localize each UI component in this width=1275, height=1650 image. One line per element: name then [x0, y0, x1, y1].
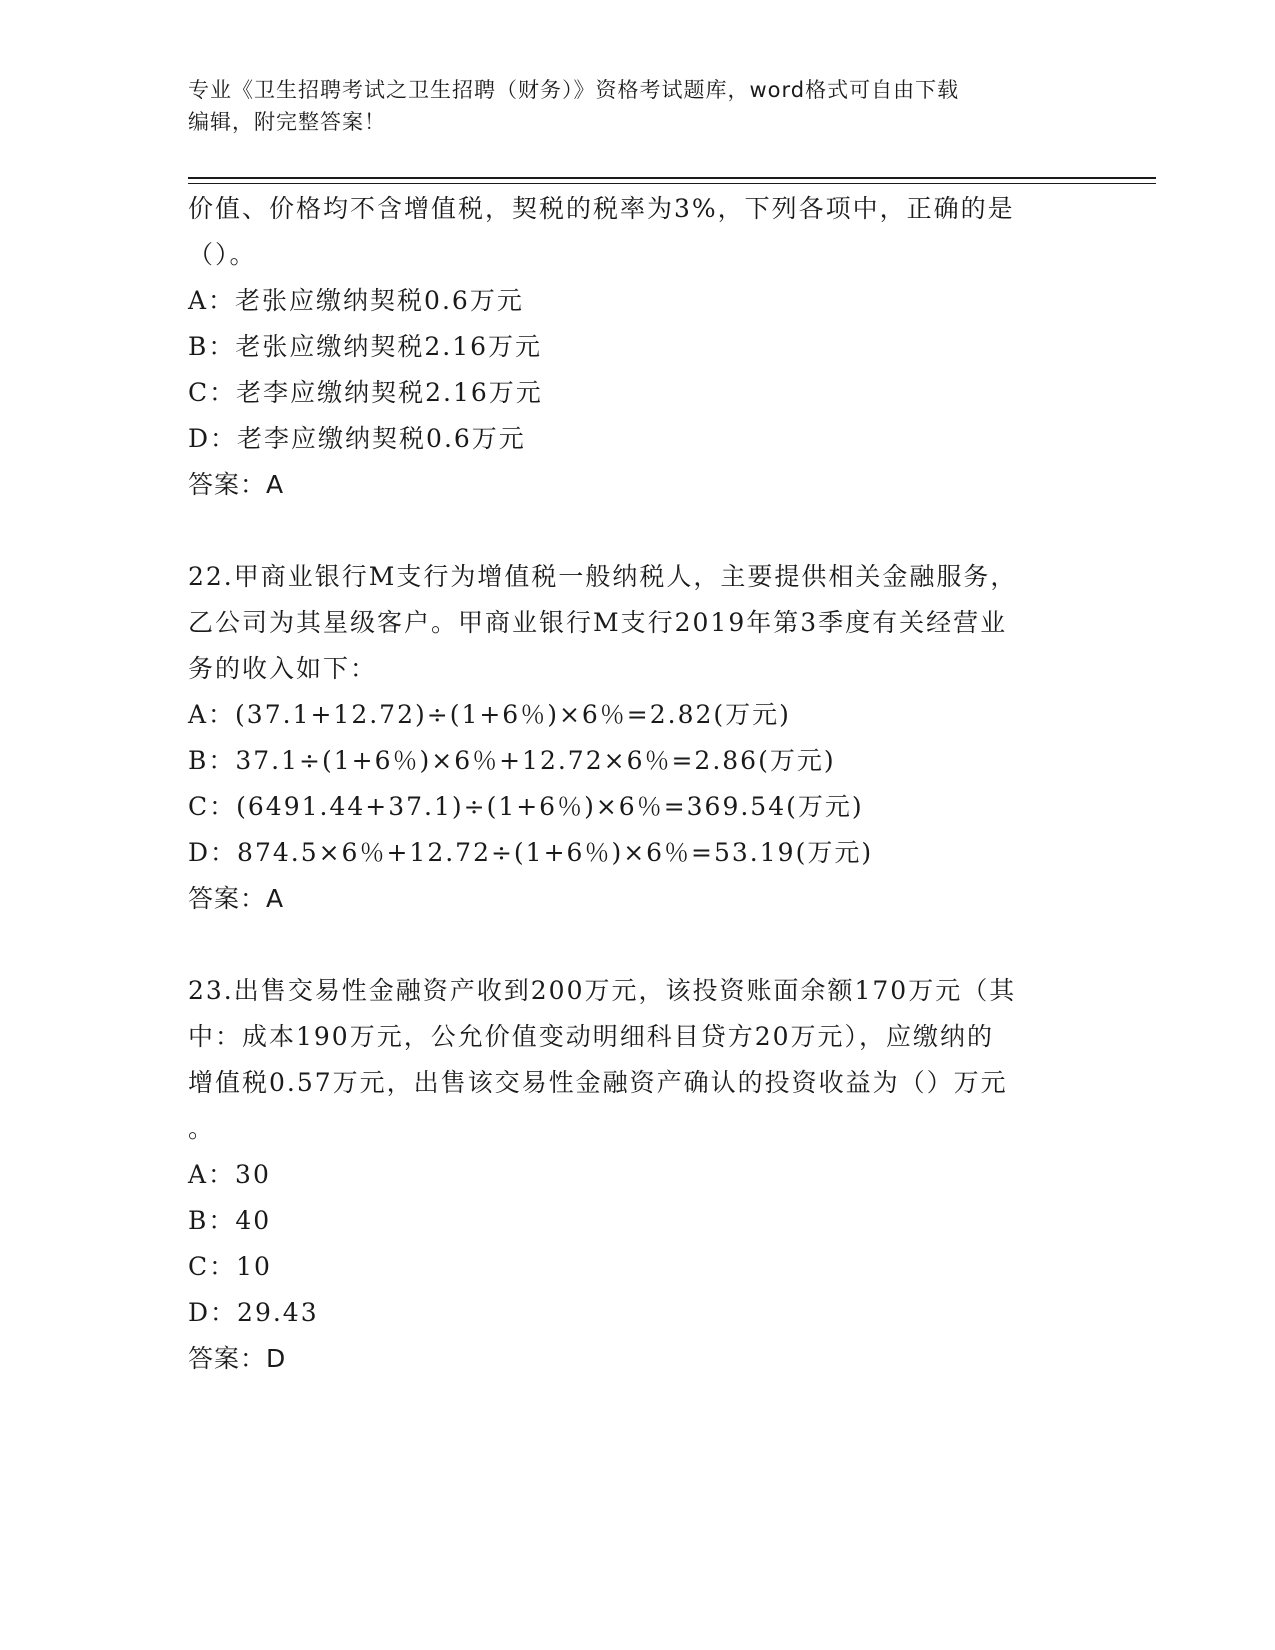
header-divider-thick: [188, 177, 1156, 179]
option-a: A：(37.1+12.72)÷(1+6％)×6％=2.82(万元): [188, 700, 791, 729]
option-c: C：10: [188, 1252, 272, 1281]
document-header: [188, 74, 1068, 138]
question-stem-line: 22.甲商业银行M支行为增值税一般纳税人，主要提供相关金融服务，: [188, 562, 1018, 591]
answer-line: 答案：A: [188, 884, 285, 913]
spacer: [188, 508, 1088, 554]
answer-line: 答案：D: [188, 1344, 287, 1373]
option-d: D：874.5×6％+12.72÷(1+6％)×6％=53.19(万元): [188, 838, 874, 867]
question-stem-line: 增值税0.57万元，出售该交易性金融资产确认的投资收益为（）万元: [188, 1068, 1008, 1097]
question-stem-line: 乙公司为其星级客户。甲商业银行M支行2019年第3季度有关经营业: [188, 608, 1008, 637]
option-b: B：老张应缴纳契税2.16万元: [188, 332, 543, 361]
question-22: [188, 554, 1088, 922]
header-divider-thin: [188, 183, 1156, 184]
option-d: D：29.43: [188, 1298, 319, 1327]
option-c: C：(6491.44+37.1)÷(1+6％)×6％=369.54(万元): [188, 792, 864, 821]
option-d: D：老李应缴纳契税0.6万元: [188, 424, 526, 453]
option-a: A：30: [188, 1160, 271, 1189]
question-stem-line: 23.出售交易性金融资产收到200万元，该投资账面余额170万元（其: [188, 976, 1017, 1005]
option-b: B：37.1÷(1+6％)×6％+12.72×6％=2.86(万元): [188, 746, 836, 775]
header-line-2: 编辑，附完整答案！: [188, 110, 386, 134]
question-stem-line: 。: [188, 1114, 216, 1143]
question-23: [188, 968, 1088, 1382]
question-stem-line: 价值、价格均不含增值税，契税的税率为3%，下列各项中，正确的是: [188, 194, 1015, 223]
option-a: A：老张应缴纳契税0.6万元: [188, 286, 524, 315]
header-line-1: 专业《卫生招聘考试之卫生招聘（财务）》资格考试题库，word格式可自由下载: [188, 78, 960, 102]
question-stem-line: 务的收入如下：: [188, 654, 378, 683]
question-stem-line: 中：成本190万元，公允价值变动明细科目贷方20万元），应缴纳的: [188, 1022, 995, 1051]
question-content: [188, 186, 1088, 1382]
spacer: [188, 922, 1088, 968]
question-21: [188, 186, 1088, 508]
answer-line: 答案：A: [188, 470, 285, 499]
option-c: C：老李应缴纳契税2.16万元: [188, 378, 543, 407]
question-stem-line: （）。: [188, 240, 257, 269]
option-b: B：40: [188, 1206, 272, 1235]
